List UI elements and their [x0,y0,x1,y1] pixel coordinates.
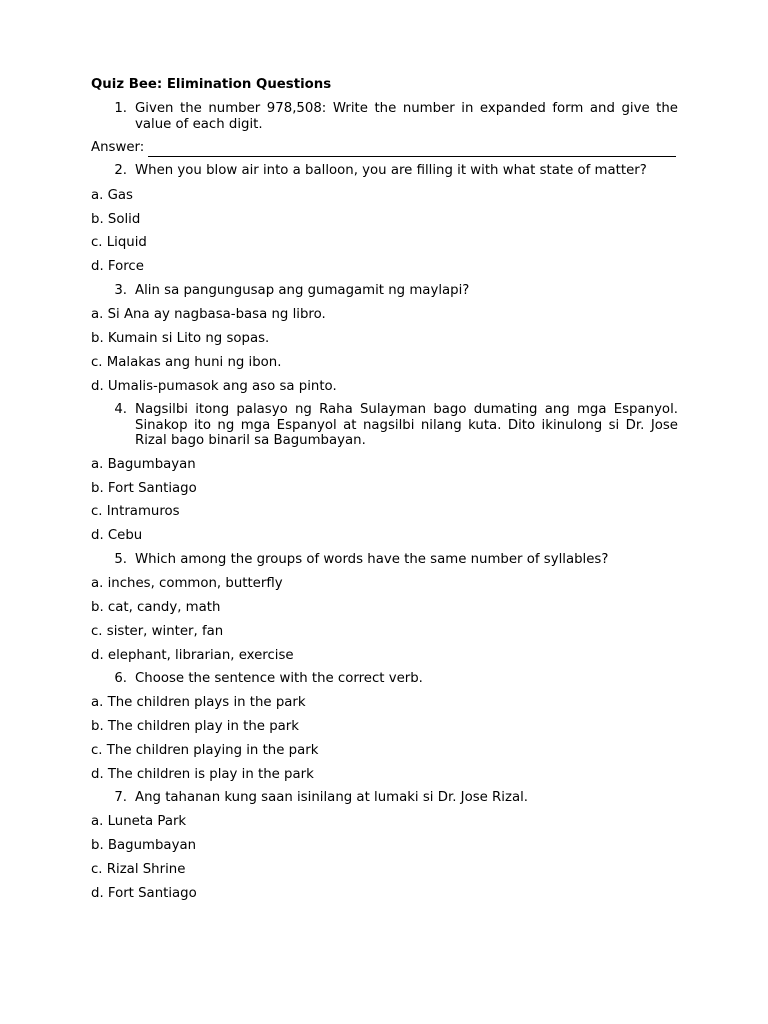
option: a. Si Ana ay nagbasa-basa ng libro. [91,307,326,322]
option: b. cat, candy, math [91,600,221,615]
option: b. The children play in the park [91,719,299,734]
option: c. Liquid [91,235,147,250]
answer-line [91,139,676,157]
page-title: Quiz Bee: Elimination Questions [91,77,332,92]
question-2 [113,163,678,179]
option: d. The children is play in the park [91,767,314,782]
option: b. Bagumbayan [91,838,197,853]
question-text: Which among the groups of words have the same number of syllables? [135,552,609,567]
question-number: 3. [114,283,127,298]
option: a. Gas [91,188,133,203]
question-number: 5. [114,552,127,567]
question-text: When you blow air into a balloon, you are filling it with what state of matter? [135,163,647,178]
answer-label: Answer: [91,140,145,155]
question-number: 4. [114,402,127,417]
question-1 [113,101,678,132]
option: d. Fort Santiago [91,886,197,901]
question-number: 1. [114,101,127,116]
question-3 [113,283,678,299]
question-4 [113,402,678,449]
question-number: 6. [114,671,127,686]
option: a. inches, common, butterfly [91,576,283,591]
option: d. elephant, librarian, exercise [91,648,294,663]
question-text: Choose the sentence with the correct verb. [135,671,423,686]
question-6 [113,671,678,687]
option: d. Cebu [91,528,143,543]
option: d. Umalis-pumasok ang aso sa pinto. [91,379,337,394]
option: b. Solid [91,212,141,227]
option: c. The children playing in the park [91,743,319,758]
question-number: 7. [114,790,127,805]
question-text: Given the number 978,508: Write the number in expanded form and give the value of each digit. [135,101,678,132]
question-text: Nagsilbi itong palasyo ng Raha Sulayman bago dumating ang mga Espanyol. Sinakop ito ng mga Espanyol at nagsilbi nilang kuta. Dito ikinulong si Dr. Jose Rizal bago binaril sa Bagumbayan. [135,402,678,448]
question-5 [113,552,678,568]
option: b. Fort Santiago [91,481,197,496]
question-number: 2. [114,163,127,178]
option: a. Bagumbayan [91,457,196,472]
answer-blank [148,142,676,157]
question-text: Alin sa pangungusap ang gumagamit ng maylapi? [135,283,470,298]
question-text: Ang tahanan kung saan isinilang at lumaki si Dr. Jose Rizal. [135,790,529,805]
option: c. Intramuros [91,504,180,519]
option: d. Force [91,259,144,274]
option: c. sister, winter, fan [91,624,224,639]
option: c. Malakas ang huni ng ibon. [91,355,282,370]
question-7 [113,790,678,806]
option: b. Kumain si Lito ng sopas. [91,331,270,346]
option: a. The children plays in the park [91,695,306,710]
option: c. Rizal Shrine [91,862,186,877]
option: a. Luneta Park [91,814,187,829]
